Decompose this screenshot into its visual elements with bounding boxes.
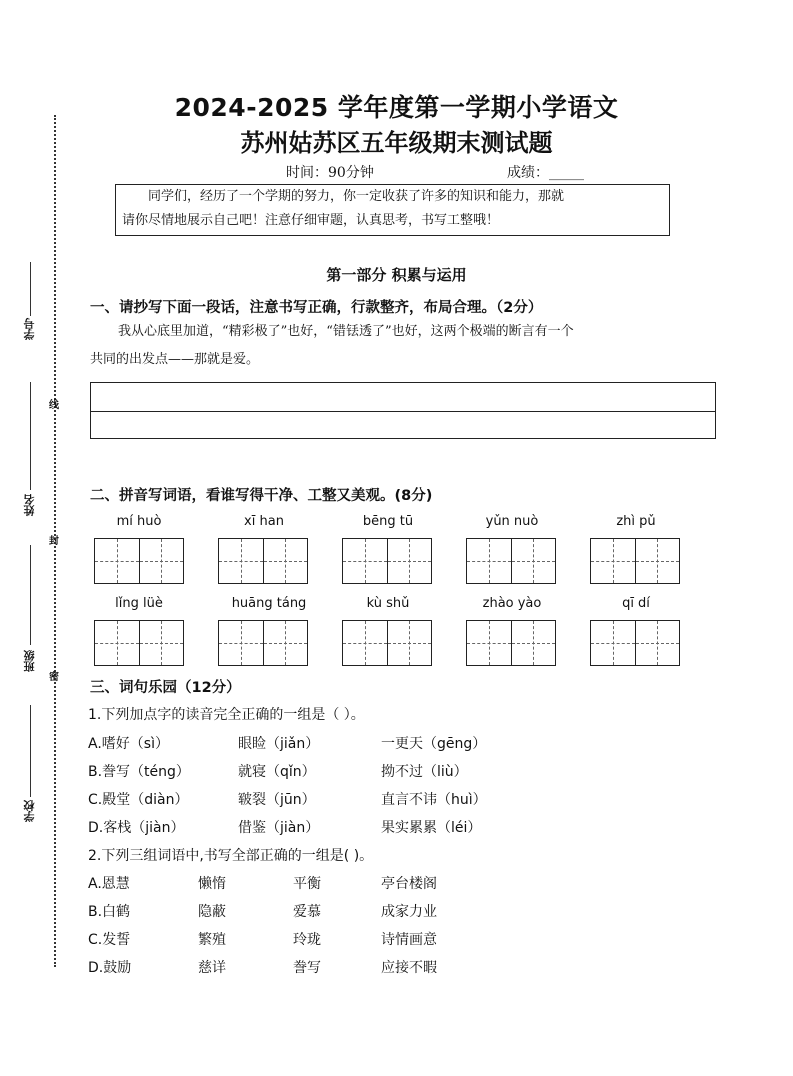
q3-sub2-stem: 2.下列三组词语中,书写全部正确的一组是( )。: [88, 848, 374, 864]
pinyin-label: kù shǔ: [366, 596, 410, 611]
exam-title-line2: 苏州姑苏区五年级期末测试题: [240, 129, 553, 157]
option-d-word3: 誊写: [293, 960, 321, 976]
q3-sub1-stem: 1.下列加点字的读音完全正确的一组是（ ）。: [88, 707, 365, 723]
pinyin-label: zhào yào: [482, 596, 542, 611]
option-a-word2: 眼睑（jiǎn）: [238, 736, 320, 752]
name-line: [30, 382, 31, 490]
option-d-word3: 果实累累（léi）: [381, 820, 482, 836]
q2-heading: 二、拼音写词语，看谁写得干净、工整又美观。(8分): [90, 488, 433, 504]
option-a-word2: 懒惰: [198, 876, 226, 892]
option-b-word1[interactable]: B.誊写（téng）: [88, 764, 190, 780]
pinyin-label: qī dí: [622, 596, 650, 611]
answer-grid[interactable]: [342, 620, 432, 666]
option-b-word2: 隐蔽: [198, 904, 226, 920]
option-c-word1[interactable]: C.殿堂（diàn）: [88, 792, 189, 808]
answer-grid[interactable]: [466, 620, 556, 666]
option-b-word3: 爱慕: [293, 904, 321, 920]
seal-mark-line: 线: [49, 400, 59, 411]
instructions-line1: 同学们，经历了一个学期的努力，你一定收获了许多的知识和能力，那就: [148, 189, 565, 204]
seal-mark-feng: 封: [49, 536, 59, 547]
answer-grid[interactable]: [218, 538, 308, 584]
answer-grid[interactable]: [342, 538, 432, 584]
option-a-word1[interactable]: A.嗜好（sì）: [88, 736, 169, 752]
pinyin-label: huāng táng: [231, 596, 307, 611]
option-c-word2: 繁殖: [198, 932, 226, 948]
option-d-word2: 慈详: [198, 960, 226, 976]
option-b-word4: 成家力业: [381, 904, 437, 920]
pinyin-label: yǔn nuò: [485, 514, 539, 529]
answer-grid[interactable]: [466, 538, 556, 584]
pinyin-label: bēng tū: [362, 514, 414, 529]
answer-grid[interactable]: [218, 620, 308, 666]
seal-mark-mi: 密: [49, 672, 59, 683]
option-c-word3: 玲珑: [293, 932, 321, 948]
option-b-word2: 就寝（qǐn）: [238, 764, 316, 780]
option-c-word3: 直言不讳（huì）: [381, 792, 487, 808]
class-line: [30, 545, 31, 645]
section-heading: 第一部分 积累与运用: [326, 266, 467, 284]
option-c-word2: 皲裂（jūn）: [238, 792, 316, 808]
answer-grid[interactable]: [590, 620, 680, 666]
q1-heading: 一、请抄写下面一段话，注意书写正确，行款整齐，布局合理。（2分）: [90, 300, 543, 316]
answer-grid[interactable]: [590, 538, 680, 584]
option-d-word1[interactable]: D.鼓励: [88, 960, 132, 976]
q1-para-line1: 我从心底里加道，“精彩极了”也好，“错铥透了”也好，这两个极端的断言有一个: [118, 324, 574, 339]
instructions-box: [115, 184, 670, 236]
option-b-word3: 拗不过（liù）: [381, 764, 468, 780]
student-id-label: 学号: [23, 318, 36, 340]
pinyin-label: mí huò: [116, 514, 162, 529]
answer-grid[interactable]: [94, 538, 184, 584]
option-c-word4: 诗情画意: [381, 932, 437, 948]
school-line: [30, 705, 31, 797]
option-c-word1[interactable]: C.发誓: [88, 932, 131, 948]
pinyin-label: xī han: [244, 514, 284, 529]
option-a-word4: 亭台楼阁: [381, 876, 437, 892]
exam-time: 时间：90分钟: [286, 165, 374, 181]
exam-title-line1: 2024-2025 学年度第一学期小学语文: [174, 93, 619, 122]
school-label: 学校: [23, 800, 36, 822]
option-a-word1[interactable]: A.恩慧: [88, 876, 130, 892]
q3-heading: 三、词句乐园（12分）: [90, 680, 241, 696]
option-a-word3: 一更天（gēng）: [381, 736, 487, 752]
class-label: 班级: [23, 650, 36, 672]
option-a-word3: 平衡: [293, 876, 321, 892]
pinyin-label: zhì pǔ: [616, 514, 656, 529]
instructions-line2: 请你尽情地展示自己吧！注意仔细审题，认真思考，书写工整哦！: [122, 213, 500, 228]
option-d-word2: 借鉴（jiàn）: [238, 820, 320, 836]
option-d-word4: 应接不暇: [381, 960, 437, 976]
pinyin-label: lǐng lüè: [115, 596, 163, 611]
option-b-word1[interactable]: B.白鹤: [88, 904, 131, 920]
exam-score-field[interactable]: 成绩：_____: [507, 165, 584, 181]
answer-grid[interactable]: [94, 620, 184, 666]
q1-writing-box[interactable]: [90, 382, 716, 439]
q1-para-line2: 共同的出发点——那就是爱。: [90, 352, 260, 367]
option-d-word1[interactable]: D.客栈（jiàn）: [88, 820, 185, 836]
name-label: 姓名: [23, 494, 36, 516]
